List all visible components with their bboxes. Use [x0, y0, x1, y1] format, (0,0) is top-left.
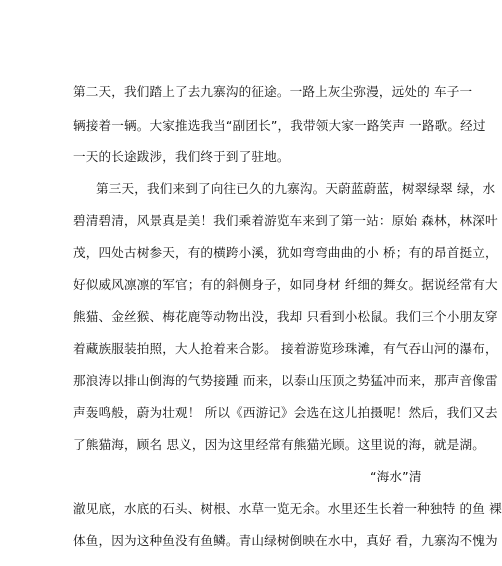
text-line: 了熊猫海，顾名 思义，因为这里经常有熊猫光顾。这里说的海，就是湖。	[73, 437, 485, 452]
text-line: 熊猫、金丝猴、梅花鹿等动物出没，我却 只看到小松鼠。我们三个小朋友穿	[73, 309, 498, 324]
text-line: 一天的长途跋涉，我们终于到了驻地。	[73, 149, 290, 164]
text-line: “海水”清	[370, 469, 422, 484]
text-line: 第三天，我们来到了向往已久的九寨沟。天蔚蓝蔚蓝，树翠绿翠 绿，水	[96, 181, 496, 196]
text-line: 第二天，我们踏上了去九寨沟的征途。一路上灰尘弥漫，远处的 车子一	[73, 84, 473, 99]
text-line: 着藏族服装拍照，大人抢着来合影。 接着游览珍珠滩，有气吞山河的瀑布，	[73, 341, 498, 356]
text-line: 那浪涛以排山倒海的气势接踵 而来，以泰山压顶之势猛冲而来，那声音像雷	[73, 373, 498, 388]
text-line: 辆接着一辆。大家推选我当“副团长”，我带领大家一路笑声 一路歌。经过	[73, 118, 486, 133]
text-line: 澈见底，水底的石头、树根、水草一览无余。水里还生长着一种独特 的鱼 裸	[73, 501, 502, 516]
text-line: 茂，四处古树参天，有的横跨小溪，犹如弯弯曲曲的小 桥；有的昂首挺立，	[73, 245, 498, 260]
text-line: 声轰鸣般，蔚为壮观！ 所以《西游记》会选在这儿拍摄呢！然后，我们又去	[73, 405, 498, 420]
text-line: 碧清碧清，风景真是美！我们乘着游览车来到了第一站：原始 森林，林深叶	[73, 213, 498, 228]
text-line: 体鱼，因为这种鱼没有鱼鳞。青山绿树倒映在水中，真好 看，九寨沟不愧为	[73, 533, 498, 548]
text-line: 好似威风凛凛的军官；有的斜侧身子，如同身材 纤细的舞女。据说经常有大	[73, 277, 498, 292]
